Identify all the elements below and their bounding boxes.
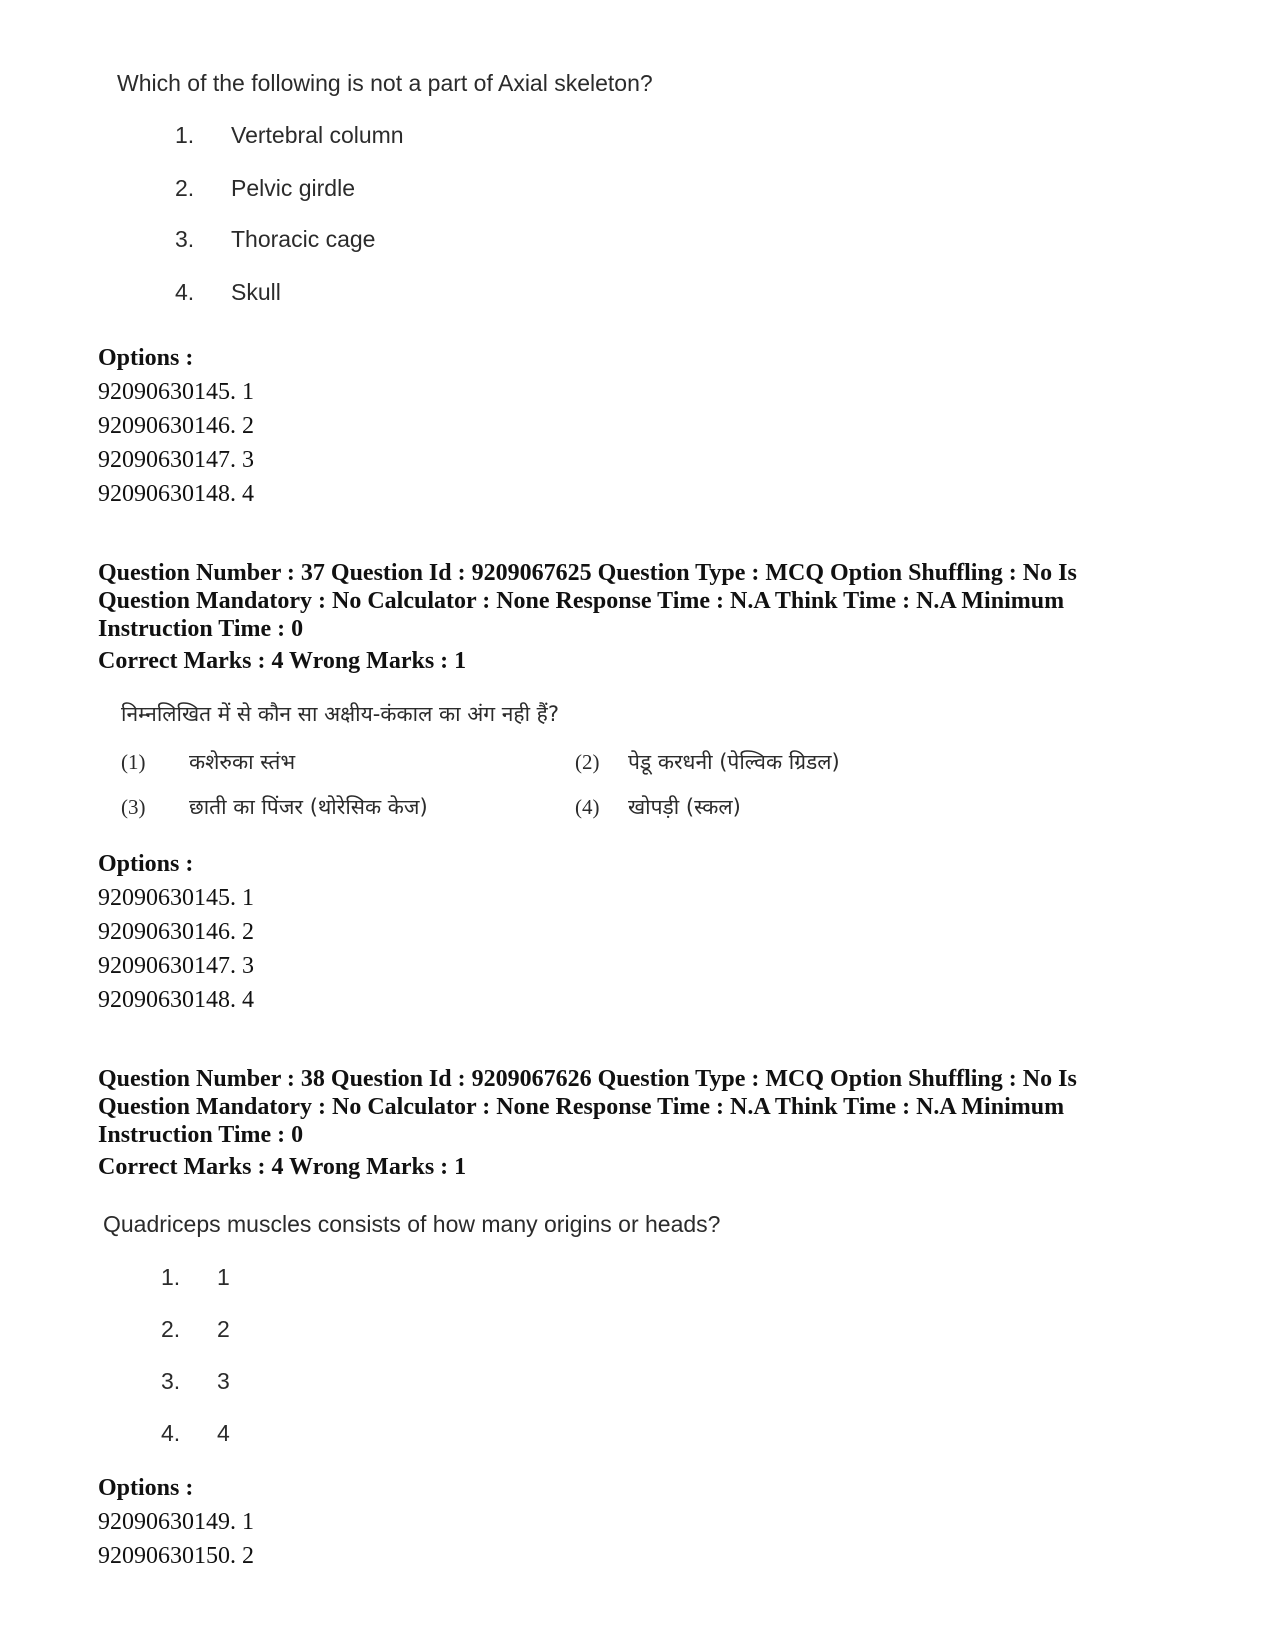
- q36-choice-1-number: 1.: [175, 122, 195, 148]
- q37-question-text: निम्नलिखित में से कौन सा अक्षीय-कंकाल का अंग नही हैं?: [121, 702, 559, 726]
- q36-choice-3-text: Thoracic cage: [231, 226, 376, 252]
- q38-choice-1-number: 1.: [161, 1264, 181, 1290]
- q37-choice-3-text: छाती का पिंजर (थोरेसिक केज): [189, 795, 428, 819]
- q36-choice-4-number: 4.: [175, 279, 195, 305]
- q38-option-2: 92090630150. 2: [98, 1543, 254, 1569]
- q36-choice-4-text: Skull: [231, 279, 281, 305]
- q36-option-4: 92090630148. 4: [98, 481, 254, 507]
- q38-option-1: 92090630149. 1: [98, 1509, 254, 1535]
- q38-choice-4-number: 4.: [161, 1420, 181, 1446]
- q37-choice-2-text: पेडू करधनी (पेल्विक ग्रिडल): [628, 750, 840, 774]
- q36-choice-1-text: Vertebral column: [231, 122, 404, 148]
- q38-choice-2-text: 2: [217, 1316, 230, 1342]
- q37-choice-2-number: (2): [575, 750, 600, 774]
- q36-choice-2-text: Pelvic girdle: [231, 175, 355, 201]
- q38-choice-3-number: 3.: [161, 1368, 181, 1394]
- q36-option-3: 92090630147. 3: [98, 447, 254, 473]
- q36-choice-3-number: 3.: [175, 226, 195, 252]
- q37-choice-1-text: कशेरुका स्तंभ: [189, 750, 296, 774]
- q37-option-4: 92090630148. 4: [98, 987, 254, 1013]
- q37-choice-4-text: खोपड़ी (स्कल): [628, 795, 741, 819]
- q38-choice-3-text: 3: [217, 1368, 230, 1394]
- q36-options-label: Options :: [98, 345, 194, 371]
- q36-option-2: 92090630146. 2: [98, 413, 254, 439]
- q38-question-text: Quadriceps muscles consists of how many origins or heads?: [103, 1211, 721, 1237]
- q38-choice-4-text: 4: [217, 1420, 230, 1446]
- q36-question-text: Which of the following is not a part of Axial skeleton?: [117, 70, 653, 96]
- q36-option-1: 92090630145. 1: [98, 379, 254, 405]
- q37-options-label: Options :: [98, 851, 194, 877]
- q37-choice-4-number: (4): [575, 795, 600, 819]
- q37-option-2: 92090630146. 2: [98, 919, 254, 945]
- q37-metadata: Question Number : 37 Question Id : 9209067625 Question Type : MCQ Option Shuffling : No Is Question Mandatory : No Calculator : None Response Time : N.A Think Time : N.A Minimum Instruction Time : 0: [98, 560, 1077, 642]
- q38-metadata: Question Number : 38 Question Id : 9209067626 Question Type : MCQ Option Shuffling : No Is Question Mandatory : No Calculator : None Response Time : N.A Think Time : N.A Minimum Instruction Time : 0: [98, 1066, 1077, 1148]
- q36-choice-2-number: 2.: [175, 175, 195, 201]
- q37-option-1: 92090630145. 1: [98, 885, 254, 911]
- q38-options-label: Options :: [98, 1475, 194, 1501]
- q37-option-3: 92090630147. 3: [98, 953, 254, 979]
- q38-choice-1-text: 1: [217, 1264, 230, 1290]
- q38-marks: Correct Marks : 4 Wrong Marks : 1: [98, 1154, 467, 1180]
- q38-choice-2-number: 2.: [161, 1316, 181, 1342]
- q37-marks: Correct Marks : 4 Wrong Marks : 1: [98, 648, 467, 674]
- q37-choice-1-number: (1): [121, 750, 146, 774]
- q37-choice-3-number: (3): [121, 795, 146, 819]
